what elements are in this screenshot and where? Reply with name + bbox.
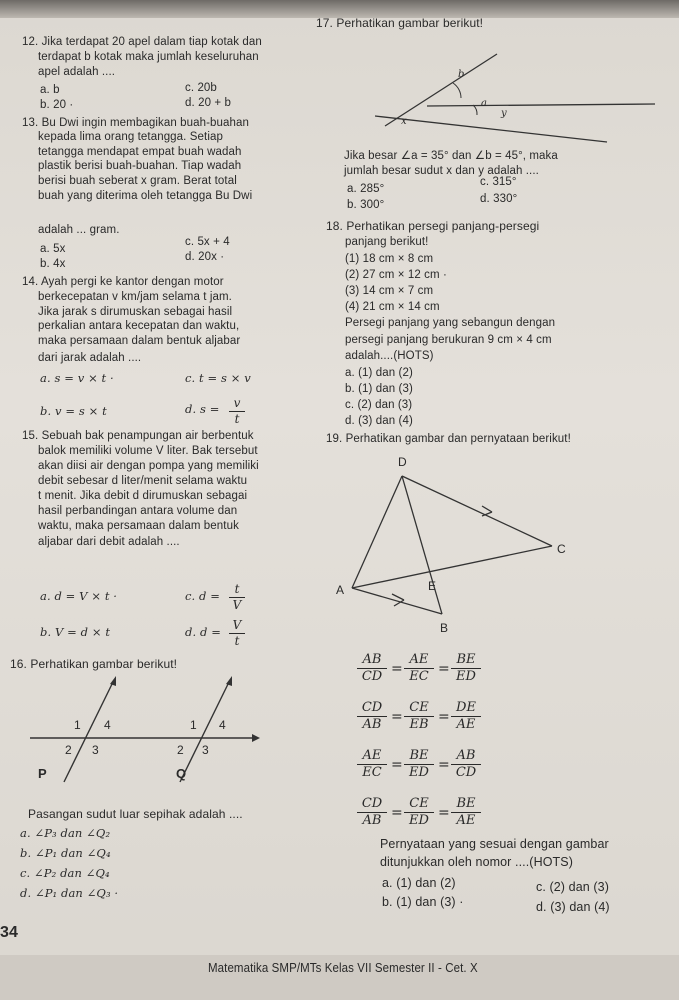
q18-option-b: b. (1) dan (3) [345, 383, 413, 395]
q19-point-b: B [440, 621, 449, 635]
q15-line-2: balok memiliki volume V liter. Bak tersebut [38, 445, 258, 457]
q16-right-angle-1: 1 [190, 718, 197, 732]
q19-s4-d3: AE [456, 813, 476, 828]
q19-s3-n3: AB [451, 748, 481, 765]
q19-s1-n3: BE [451, 652, 481, 669]
q19-s4-n1: CD [357, 796, 387, 813]
q18-item-3: (3) 14 cm × 7 cm [345, 285, 434, 297]
q18-line-4: persegi panjang berukuran 9 cm × 4 cm [345, 334, 552, 346]
q19-s2-n3: DE [451, 700, 481, 717]
q19-s3-n2: BE [404, 748, 434, 765]
q13-option-d: d. 20x · [185, 251, 225, 263]
q16-left-angle-3: 3 [92, 743, 99, 757]
q19-segment-ac [352, 546, 552, 588]
q17-line-2 [375, 116, 607, 142]
q19-s1-d3: ED [456, 669, 476, 684]
q12-option-a: a. b [40, 84, 60, 96]
q19-s3-d3: CD [455, 765, 477, 780]
q19-s4-n3: BE [451, 796, 481, 813]
q13-line-3: tetangga mendapat empat buah wadah [38, 146, 242, 158]
q16-arrowhead-icon [252, 734, 260, 742]
q15-option-c-prefix: c. d = [185, 589, 221, 603]
q19-s2-d1: AB [362, 717, 382, 732]
q19-s3-d2: ED [409, 765, 429, 780]
q18-line-2: panjang berikut! [345, 236, 429, 248]
q19-segment-db [402, 476, 442, 614]
q19-point-e: E [428, 579, 437, 593]
q18-option-a: a. (1) dan (2) [345, 367, 413, 379]
q17-line-1-text: Jika besar ∠a = 35° dan ∠b = 45°, maka [344, 150, 558, 162]
q15-option-d-prefix: d. d = [185, 625, 221, 639]
q18-option-d: d. (3) dan (4) [345, 415, 413, 427]
q14-line-5: maka persamaan dalam bentuk aljabar [38, 335, 241, 347]
q15-line-5: t menit. Jika debit d dirumuskan sebagai [38, 490, 248, 502]
q17-angle-figure [375, 48, 675, 148]
q17-line-2-text: jumlah besar sudut x dan y adalah .... [344, 165, 539, 177]
q19-s4-d2: ED [409, 813, 429, 828]
q15-c-denominator: V [232, 598, 242, 612]
q19-s3-n1: AE [357, 748, 387, 765]
q18-line-5: adalah....(HOTS) [345, 350, 434, 362]
q16-option-a: a. ∠P₃ dan ∠Q₂ [20, 826, 111, 840]
q19-line-1: Pernyataan yang sesuai dengan gambar [380, 837, 609, 851]
q16-left-angle-4: 4 [104, 718, 111, 732]
q18-line-3: Persegi panjang yang sebangun dengan [345, 317, 556, 329]
q15-option-d-fraction [229, 618, 245, 648]
q14-line-4: perkalian antara kecepatan dan waktu, [38, 320, 240, 332]
q12-option-b: b. 20 · [40, 99, 74, 111]
q16-point-p: P [38, 766, 47, 781]
q15-line-8: aljabar dari debit adalah .... [38, 536, 180, 548]
q13-option-c: c. 5x + 4 [185, 236, 230, 248]
q17-title: 17. Perhatikan gambar berikut! [316, 16, 484, 30]
q17-label-y: y [501, 108, 507, 119]
q18-option-c: c. (2) dan (3) [345, 399, 413, 411]
q17-label-a: a [481, 98, 487, 109]
q19-arrow-mark-ab [392, 594, 404, 600]
q12-line-3: apel adalah .... [38, 66, 116, 78]
q17-line-3 [427, 104, 655, 106]
q12-option-c: c. 20b [185, 82, 217, 94]
q15-line-1: 15. Sebuah bak penampungan air berbentuk [22, 430, 254, 442]
q13-line-2: kepada lima orang tetangga. Setiap [38, 131, 223, 143]
q19-point-c: C [557, 542, 566, 556]
q15-d-denominator: t [234, 634, 240, 648]
page-number: 34 [0, 924, 18, 941]
q19-s2-d3: AE [456, 717, 476, 732]
q17-label-b: b [458, 69, 465, 80]
q16-parallel-lines-figure [30, 672, 260, 792]
q18-item-1: (1) 18 cm × 8 cm [345, 253, 434, 265]
q17-option-d: d. 330° [480, 193, 518, 205]
q19-s1-n2: AE [404, 652, 434, 669]
q15-line-3: akan diisi air dengan pompa yang memiliki [38, 460, 259, 472]
q19-s4-d1: AB [362, 813, 382, 828]
q16-right-angle-4: 4 [219, 718, 226, 732]
q14-line-1: 14. Ayah pergi ke kantor dengan motor [22, 276, 224, 288]
q19-option-c: c. (2) dan (3) [536, 880, 609, 894]
q14-line-6: dari jarak adalah .... [38, 352, 142, 364]
q13-option-b: b. 4x [40, 258, 66, 270]
q16-option-d: d. ∠P₁ dan ∠Q₃ · [20, 886, 119, 900]
q17-option-b: b. 300° [347, 199, 385, 211]
q19-segment-da [352, 476, 402, 588]
q18-item-4: (4) 21 cm × 14 cm [345, 301, 440, 313]
q12-line-2: terdapat b kotak maka jumlah keseluruhan [38, 51, 259, 63]
book-title: Matematika SMP/MTs Kelas VII Semester II - Cet. X [208, 961, 478, 975]
q16-question: Pasangan sudut luar sepihak adalah .... [28, 807, 243, 821]
q14-option-c: c. t = s × v [185, 371, 251, 385]
q16-title: 16. Perhatikan gambar berikut! [10, 657, 178, 671]
q17-option-a: a. 285° [347, 183, 385, 195]
q15-option-a: a. d = V × t · [40, 589, 118, 603]
q12-option-d: d. 20 + b [185, 97, 231, 109]
q18-line-1: 18. Perhatikan persegi panjang-persegi [326, 219, 540, 233]
q13-line-6: buah yang diterima oleh tetangga Bu Dwi [38, 190, 253, 202]
q19-option-b: b. (1) dan (3) · [382, 895, 464, 909]
q19-s2-n1: CD [357, 700, 387, 717]
q19-s2-n2: CE [404, 700, 434, 717]
q19-option-d: d. (3) dan (4) [536, 900, 610, 914]
q19-triangle-figure [330, 448, 570, 638]
q19-title: 19. Perhatikan gambar dan pernyataan berikut! [326, 433, 571, 445]
q16-right-angle-2: 2 [177, 743, 184, 757]
q19-s2-d2: EB [409, 717, 429, 732]
q13-line-7: adalah ... gram. [38, 224, 120, 236]
q15-line-6: hasil perbandingan antara volume dan [38, 505, 238, 517]
q19-point-d: D [398, 455, 407, 469]
q17-arc-b [453, 83, 461, 98]
q19-segment-dc [402, 476, 552, 546]
q15-line-7: waktu, maka persamaan dalam bentuk [38, 520, 239, 532]
q18-item-2: (2) 27 cm × 12 cm · [345, 269, 447, 281]
q16-point-q: Q [176, 766, 187, 781]
q19-s3-d1: EC [362, 765, 382, 780]
q14-line-2: berkecepatan v km/jam selama t jam. [38, 291, 232, 303]
q19-point-a: A [336, 583, 345, 597]
q17-arc-a [473, 105, 477, 115]
q13-line-5: berisi buah seberat x gram. Berat total [38, 175, 237, 187]
q14-option-b: b. v = s × t [40, 404, 107, 418]
q19-s1-n1: AB [357, 652, 387, 669]
q15-option-c-fraction [229, 582, 245, 612]
q16-arrow-q-icon [226, 676, 232, 686]
q13-line-4: plastik berisi buah-buahan. Tiap wadah [38, 160, 242, 172]
q15-line-4: debit sebesar d liter/menit selama waktu [38, 475, 248, 487]
q19-s4-n2: CE [404, 796, 434, 813]
q19-line-2: ditunjukkan oleh nomor ....(HOTS) [380, 855, 573, 869]
q14-option-a: a. s = v × t · [40, 371, 114, 385]
q12-line-1: 12. Jika terdapat 20 apel dalam tiap kotak dan [22, 36, 262, 48]
q17-label-x: x [401, 116, 407, 127]
q15-d-numerator: V [229, 618, 245, 634]
q19-s1-d2: EC [409, 669, 429, 684]
q13-line-1: 13. Bu Dwi ingin membagikan buah-buahan [22, 117, 250, 129]
q14-option-d-prefix: d. s = [185, 402, 220, 416]
q16-right-angle-3: 3 [202, 743, 209, 757]
q13-option-a: a. 5x [40, 243, 66, 255]
q16-option-b: b. ∠P₁ dan ∠Q₄ [20, 846, 111, 860]
q14-line-3: Jika jarak s dirumuskan sebagai hasil [38, 306, 233, 318]
q14-option-d-fraction [229, 396, 245, 426]
q19-s1-d1: CD [361, 669, 383, 684]
worksheet-page: 12. Jika terdapat 20 apel dalam tiap kotak dan terdapat b kotak maka jumlah keseluruhan apel adalah .... a. b c. 20b b. 20 · d. 20 + b 13. Bu Dwi ingin membagikan buah-buahan kepada lima orang tetangga. Setiap tetangga mendapat empat buah wadah plastik berisi buah-buahan. Tiap wadah berisi buah seberat x gram. Berat total buah yang diterima oleh tetangga Bu Dwi adalah ... gram. a. 5x c. 5x + 4 b. 4x d. 20x · 14. Ayah pergi ke kantor dengan motor berkecepatan v km/jam selama t jam. Jika jarak s dirumuskan sebagai hasil perkalian antara kecepatan dan waktu, maka persamaan dalam bentuk aljabar dari jarak adalah .... a. s = v × t · c. t = s × v b. v = s × t d. s = $\frac{v}{t}$ 15. Sebuah bak penampungan air berbentuk balok memiliki volume V liter. Bak tersebut akan diisi air dengan pompa yang memiliki debit sebesar d liter/menit selama waktu t menit. Jika debit d dirumuskan sebagai hasil perbandingan antara volume dan waktu, maka persamaan dalam bentuk aljabar dari debit adalah .... a. d = V × t · c. d = $\frac{t}{V}$ b. V = d × t d. d = $\frac{V}{t}$ 16. Perhatikan gambar berikut! 1 4 2 3 1 4 2 3 P Q Pasangan sudut luar sepihak adalah .... a. ∠P₃ dan ∠Q₂ b. ∠P₁ dan ∠Q₄ c. ∠P₂ dan ∠Q₄ d. ∠P₁ dan ∠Q₃ · 17. Perhatikan gambar berikut! b a y x Jika besar ∠a = 35° dan ∠b = 45°, maka jumlah besar sudut x dan y adalah .... a. 285° c. 315° b. 300° d. 330° 18. Perhatikan persegi panjang-persegi panjang berikut! (1) 18 cm × 8 cm (2) 27 cm × 12 cm · (3) 14 cm × 7 cm (4) 21 cm × 14 cm Persegi panjang yang sebangun dengan persegi panjang berukuran 9 cm × 4 cm adalah....(HOTS) a. (1) dan (2) b. (1) dan (3) c. (2) dan (3) d. (3) dan (4) 19. Perhatikan gambar dan pernyataan berikut! D C A E B $\frac{AB}{CD}$ = $\frac{AE}{EC}$ = $\frac{BE}{ED}$ $\frac{CD}{AB}$ = $\frac{CE}{EB}$ = $\frac{DE}{AE}$ $\frac{AE}{EC}$ = $\frac{BE}{ED}$ = $\frac{AB}{CD}$ $\frac{CD}{AB}$ = $\frac{CE}{ED}$ = $\frac{BE}{AE}$ Pernyataan yang sesuai dengan gambar ditunjukkan oleh nomor ....(HOTS) a. (1) dan (2) c. (2) dan (3) b. (1) dan (3) · d. (3) dan (4) 34 Matematika SMP/MTs Kelas VII Semester II - Cet. X [0, 0, 679, 1000]
q16-arrow-p-icon [110, 676, 116, 686]
q14-d-numerator: v [229, 396, 245, 412]
q17-option-c: c. 315° [480, 176, 517, 188]
q15-c-numerator: t [229, 582, 245, 598]
q16-left-angle-2: 2 [65, 743, 72, 757]
q16-left-angle-1: 1 [74, 718, 81, 732]
q19-arrow-mark-dc [482, 506, 492, 512]
q19-option-a: a. (1) dan (2) [382, 876, 456, 890]
q14-d-denominator: t [234, 412, 240, 426]
q16-option-c: c. ∠P₂ dan ∠Q₄ [20, 866, 110, 880]
q15-option-b: b. V = d × t [40, 625, 111, 639]
